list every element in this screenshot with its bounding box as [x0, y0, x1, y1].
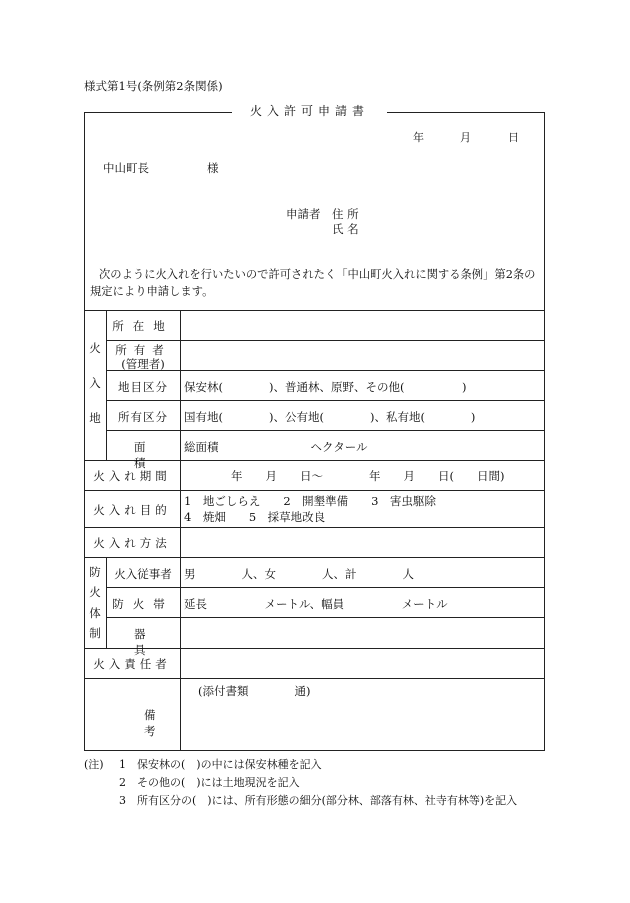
label-land-category: 地目区分 [118, 380, 168, 394]
label-equipment: 器具 [134, 627, 182, 657]
label-area: 面積 [134, 440, 182, 470]
label-period: 火入れ期間 [93, 469, 171, 483]
value-firebreak: 延長 メートル、幅員 メートル [184, 597, 448, 611]
value-attachment: (添付書類 通) [198, 684, 311, 698]
applicant-label: 申請者 [286, 207, 321, 221]
value-period: 年 月 日〜 年 月 日( 日間) [231, 469, 505, 483]
addressee-name: 中山町長 [103, 161, 149, 175]
form-title: 火入許可申請書 [232, 104, 387, 118]
value-purpose-line-2: 4 焼畑 5 採草地改良 [184, 510, 326, 524]
body-text-line-1: 次のように火入れを行いたいので許可されたく「中山町火入れに関する条例」第2条の [99, 268, 536, 281]
body-text-line-2: 規定により申請します。 [90, 285, 214, 298]
label-firebreak: 防火帯 [112, 597, 174, 611]
label-workers: 火入従事者 [114, 567, 172, 581]
value-area: 総面積 ヘクタール [184, 440, 368, 454]
value-workers: 男 人、女 人、計 人 [184, 567, 414, 581]
date-month: 月 [460, 131, 471, 144]
addressee-suffix: 様 [207, 161, 219, 175]
group-fire-label: 防 火 体 制 [89, 565, 101, 640]
label-remarks: 備考 [144, 708, 216, 738]
group-land-label: 火 入 地 [89, 341, 101, 425]
note-1: 1 保安林の( )の中には保安林種を記入 [119, 758, 322, 771]
form-number: 様式第1号(条例第2条関係) [84, 79, 223, 93]
applicant-name-label: 氏 名 [332, 222, 359, 236]
value-land-category: 保安林( )、普通林、原野、その他( ) [184, 380, 467, 394]
label-responsible: 火入責任者 [93, 657, 171, 671]
value-purpose-line-1: 1 地ごしらえ 2 開墾準備 3 害虫駆除 [184, 494, 436, 508]
value-ownership: 国有地( )、公有地( )、私有地( ) [184, 410, 476, 424]
label-purpose: 火入れ目的 [93, 503, 171, 517]
note-2: 2 その他の( )には土地現況を記入 [119, 776, 300, 789]
applicant-address-label: 住 所 [332, 207, 359, 221]
label-owner-sub: (管理者) [121, 357, 165, 371]
label-ownership: 所有区分 [118, 410, 168, 424]
label-method: 火入れ方法 [93, 536, 171, 550]
date-year: 年 [413, 131, 424, 144]
label-owner: 所有者 [115, 343, 171, 357]
notes-prefix: (注) [84, 758, 104, 771]
note-3: 3 所有区分の( )には、所有形態の細分(部分林、部落有林、社寺有林等)を記入 [119, 794, 518, 807]
label-location: 所在地 [112, 319, 174, 333]
date-day: 日 [508, 131, 519, 144]
